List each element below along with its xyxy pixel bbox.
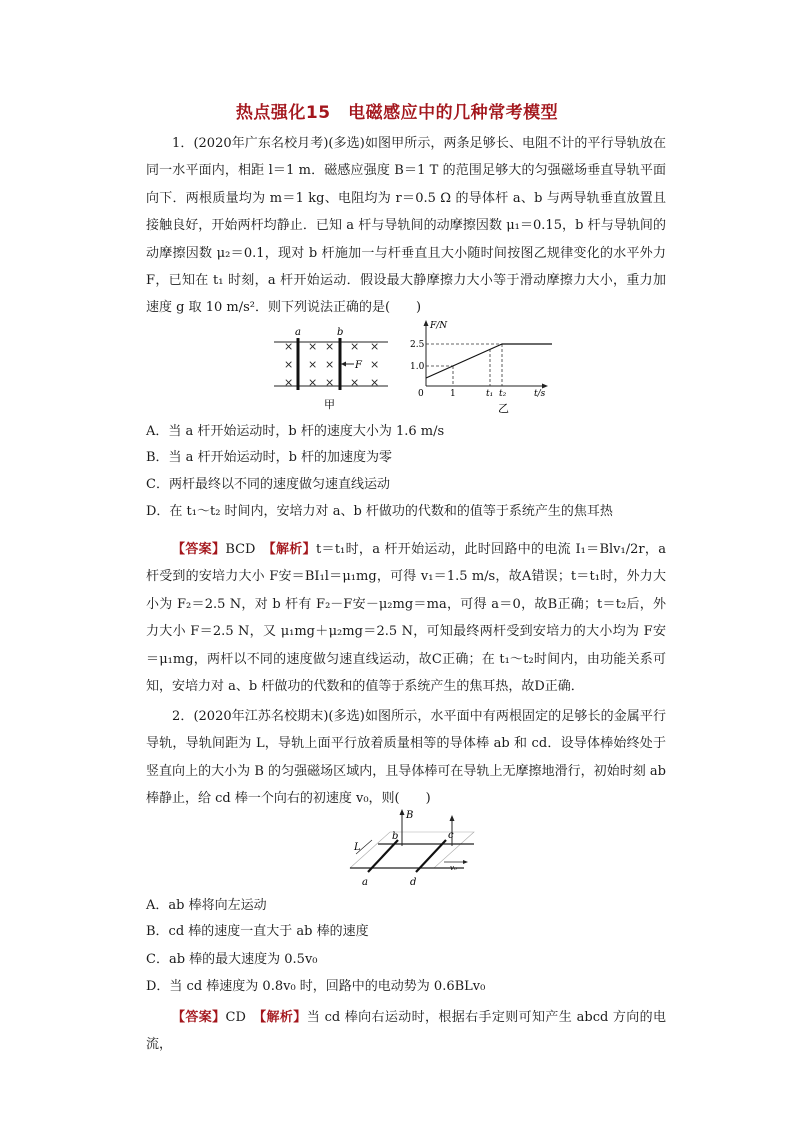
svg-text:×: × (284, 340, 294, 353)
field-B-label: B (406, 810, 414, 821)
x-tick-t1: t₁ (486, 389, 494, 399)
rod-b-label: b (337, 327, 344, 338)
origin-label: 0 (418, 389, 424, 399)
q1-analysis-label: 【解析】 (269, 542, 316, 557)
svg-text:×: × (370, 340, 380, 353)
svg-text:×: × (370, 376, 380, 389)
svg-text:×: × (284, 376, 294, 389)
point-a-label: a (362, 877, 368, 888)
force-F-label: F (355, 360, 362, 371)
q1-figure-yi (406, 316, 564, 416)
svg-text:×: × (325, 340, 335, 353)
q2-option-b: B．cd 棒的速度一直大于 ab 棒的速度 (146, 924, 369, 939)
q1-answer-label: 【答案】 (172, 542, 226, 557)
q2-option-d: D．当 cd 棒速度为 0.8v₀ 时，回路中的电动势为 0.6BLv₀ (146, 979, 486, 994)
y-axis-label: F/N (430, 321, 448, 331)
q2-option-c: C．ab 棒的最大速度为 0.5v₀ (146, 952, 318, 967)
y-tick-2-5: 2.5 (410, 340, 425, 350)
velocity-v0-label: v₀ (450, 864, 457, 872)
rod-cd (416, 840, 446, 872)
svg-text:×: × (370, 358, 380, 371)
svg-text:×: × (325, 376, 335, 389)
svg-text:×: × (308, 340, 318, 353)
q2-analysis-label: 【解析】 (259, 1010, 307, 1025)
q1-option-b: B．当 a 杆开始运动时，b 杆的加速度为零 (146, 450, 393, 465)
svg-text:×: × (350, 376, 360, 389)
svg-text:×: × (284, 358, 294, 371)
q2-analysis: 当 cd 棒向右运动时，根据右手定则可知产生 abcd 方向的电流， (146, 1010, 666, 1053)
point-c-label: c (448, 830, 454, 841)
point-d-label: d (410, 877, 417, 888)
rod-ab (368, 840, 398, 872)
q1-option-d: D．在 t₁～t₂ 时间内，安培力对 a、b 杆做功的代数和的值等于系统产生的焦耳热 (146, 504, 613, 519)
svg-text:×: × (325, 358, 335, 371)
q2-figure (346, 806, 476, 890)
point-b-label: b (392, 831, 399, 842)
q1-figure-jia (272, 326, 390, 412)
q2-answer-block (146, 1004, 666, 1059)
figure-caption-yi: 乙 (498, 402, 509, 415)
rod-a-label: a (295, 327, 301, 338)
force-arrowhead (341, 362, 346, 367)
svg-text:×: × (350, 340, 360, 353)
x-tick-1: 1 (450, 389, 456, 399)
x-axis-label: t/s (534, 389, 546, 399)
q1-option-a: A．当 a 杆开始运动时，b 杆的速度大小为 1.6 m/s (146, 424, 445, 439)
q2-stem: 2．(2020年江苏名校期末)(多选)如图所示，水平面中有两根固定的足够长的金属平行导轨，导轨间距为 L，导轨上面平行放着质量相等的导体棒 ab 和 cd．设导体棒始终处于竖直向上的大小为 B 的匀强磁场区域内，且导体棒可在导轨上无摩擦地滑行，初始时刻 ab 棒静止，给 cd 棒一个向右的初速度 v₀，则( ) (146, 709, 666, 807)
y-tick-1-0: 1.0 (410, 362, 425, 372)
q1-analysis: t＝t₁时，a 杆开始运动，此时回路中的电流 I₁＝Blv₁/2r，a 杆受到的安培力大小 F安＝BI₁l＝μ₁mg，可得 v₁＝1.5 m/s，故A错误；t＝t₁时，外力大小为 F₂＝2.5 N，对 b 杆有 F₂－F安－μ₂mg＝ma，可得 a＝0，故B正确；t＝t₂后，外力大小 F＝2.5 N，又 μ₁mg＋μ₂mg＝2.5 N，可知最终两杆受到安培力的大小均为 F安＝μ₁mg，两杆以不同的速度做匀速直线运动，故C正确；在 t₁～t₂时间内，由功能关系可知，安培力对 a、b 杆做功的代数和的值等于系统产生的焦耳热，故D正确． (146, 542, 666, 695)
svg-text:×: × (308, 376, 318, 389)
q1-option-c: C．两杆最终以不同的速度做匀速直线运动 (146, 477, 390, 492)
q1-answer: BCD (225, 542, 256, 557)
force-line-rising (426, 344, 502, 378)
q1-stem: 1．(2020年广东名校月考)(多选)如图甲所示，两条足够长、电阻不计的平行导轨放在同一水平面内，相距 l＝1 m．磁感应强度 B＝1 T 的范围足够大的匀强磁场垂直导轨平面向下．两根质量均为 m＝1 kg、电阻均为 r＝0.5 Ω 的导体杆 a、b 与两导轨垂直放置且接触良好，开始两杆均静止．已知 a 杆与导轨间的动摩擦因数 μ₁＝0.15，b 杆与导轨间的动摩擦因数 μ₂＝0.1，现对 b 杆施加一与杆垂直且大小随时间按图乙规律变化的水平外力 F，已知在 t₁ 时刻，a 杆开始运动．假设最大静摩擦力大小等于滑动摩擦力大小，重力加速度 g 取 10 m/s²．则下列说法正确的是( ) (146, 136, 666, 316)
q1-answer-block (146, 536, 666, 700)
spacing-L-label: L (354, 842, 361, 853)
figure-caption-jia: 甲 (324, 398, 335, 411)
q2-option-a: A．ab 棒将向左运动 (146, 898, 267, 913)
page-title: 热点强化15 电磁感应中的几种常考模型 (235, 103, 559, 123)
q2-answer: CD (225, 1010, 246, 1025)
svg-text:×: × (308, 358, 318, 371)
q2-answer-label: 【答案】 (172, 1010, 226, 1025)
x-tick-t2: t₂ (499, 389, 507, 399)
